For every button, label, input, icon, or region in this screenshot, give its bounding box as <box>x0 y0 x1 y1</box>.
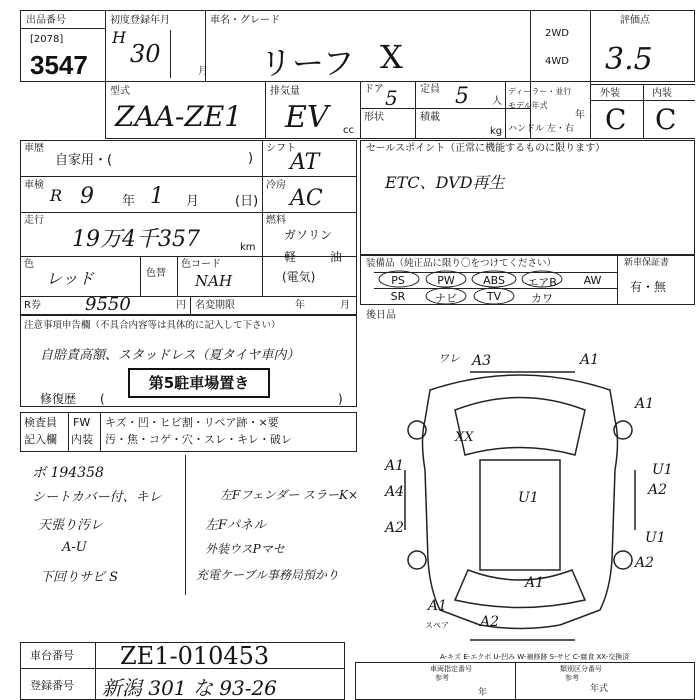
model-year-unit: 年 <box>575 110 585 121</box>
remark-right-1: 左Fフェンダー スラーK× <box>220 488 359 502</box>
remark-left-3: 天張り汚レ <box>38 518 104 533</box>
equipment-label: 装備品（純正品に限り〇をつけてください） <box>366 258 557 269</box>
equip-abs: ABS <box>483 274 505 287</box>
model-value: ZAA-ZE1 <box>115 100 243 133</box>
score-value: 3.5 <box>605 42 653 77</box>
equip-ps: PS <box>391 274 405 287</box>
drive-2wd: 2WD <box>545 28 569 39</box>
model-year-label: モデル年式 <box>508 101 548 110</box>
mark-a4: A4 <box>385 484 405 500</box>
warranty-value: 有・無 <box>630 280 667 294</box>
selling-section <box>360 140 695 255</box>
inspection-day-unit: (日) <box>235 194 259 209</box>
inspector-fw: FW <box>73 416 91 429</box>
equip-aw: AW <box>583 274 602 287</box>
inspector-label: 検査員 <box>24 416 57 429</box>
mark-a1-trunk: A1 <box>525 575 545 591</box>
mark-a3-top: A3 <box>472 353 492 369</box>
door-label: ドア <box>364 84 384 95</box>
parking-stamp: 第5駐車場置き <box>128 368 270 398</box>
fuel-electric: (電気) <box>282 270 316 284</box>
chassis-label: 車台番号 <box>30 649 74 662</box>
score-label: 評価点 <box>620 15 650 26</box>
spare-label: スペア <box>425 621 449 630</box>
exterior-label: 外装 <box>600 88 620 99</box>
car-grade: X <box>380 38 403 76</box>
remark-right-4: 充電ケーブル事務局預かり <box>196 568 339 582</box>
name-change-year: 年 <box>295 300 305 311</box>
plate-value: 新潟 301 な 93-26 <box>102 676 277 700</box>
selling-label: セールスポイント（正常に機能するものに限ります） <box>366 143 606 154</box>
footer-year-unit: 年 <box>478 688 488 698</box>
capacity-unit: 人 <box>492 96 502 107</box>
mark-a1-right: A1 <box>635 396 655 412</box>
mark-xx: XX <box>455 430 474 445</box>
shape-label: 形状 <box>364 112 384 123</box>
capacity-value: 5 <box>455 84 469 109</box>
mark-crack: ワレ <box>438 352 460 365</box>
history-label: 車歴 <box>24 143 44 154</box>
car-name: リーフ <box>260 44 355 82</box>
handle-label: ハンドル 左・右 <box>508 124 574 134</box>
interior-grade: C <box>655 103 677 136</box>
selling-value: ETC、DVD再生 <box>385 173 505 192</box>
repair-history-label: 修復歴 <box>40 392 77 406</box>
fuel-gasoline: ガソリン <box>284 228 333 242</box>
mark-a1-top: A1 <box>580 352 600 368</box>
fuel-oil: 油 <box>330 250 343 264</box>
mileage-unit: km <box>240 242 256 253</box>
drive-4wd: 4WD <box>545 56 569 67</box>
inspector-line1: キズ・凹・ヒビ割・リペア跡・×要 <box>105 416 279 429</box>
ref-class-sub: 参考 <box>565 674 579 682</box>
model-label: 型式 <box>110 86 130 97</box>
mark-a2-bottom: A2 <box>480 614 500 630</box>
remark-left-5: 下回りサビ S <box>40 570 119 585</box>
inspection-month: 1 <box>150 184 164 209</box>
shift-value: AT <box>290 150 320 175</box>
history-value: 自家用・( <box>55 153 113 168</box>
remark-left-1: ボ 194358 <box>32 465 104 481</box>
ref-vehicle-number: 車両指定番号 <box>430 665 472 673</box>
first-registration-label: 初度登録年月 <box>110 15 170 26</box>
inspection-era: R <box>50 186 63 205</box>
door-value: 5 <box>385 86 398 110</box>
remark-right-2: 左Fパネル <box>205 518 267 533</box>
registration-era: H <box>112 28 126 47</box>
mileage-value: 19万4千357 <box>72 227 200 252</box>
ac-label: 冷房 <box>266 180 286 191</box>
mark-a2-right: A2 <box>648 482 668 498</box>
reference-section <box>355 662 695 700</box>
exterior-grade: C <box>605 103 627 136</box>
chassis-value: ZE1-010453 <box>120 642 270 670</box>
lot-number: 3547 <box>30 50 88 80</box>
inspector-line2: 汚・焦・コゲ・穴・スレ・キレ・破レ <box>105 433 292 446</box>
mark-a2-left: A2 <box>385 520 405 536</box>
ref-vehicle-sub: 参考 <box>435 674 449 682</box>
lot-sub-code: [2078] <box>30 34 64 45</box>
interior-label: 内装 <box>652 88 672 99</box>
mark-a1-bottom: A1 <box>428 598 448 614</box>
warranty-label: 新車保証書 <box>624 258 670 268</box>
displacement-unit: cc <box>343 125 354 136</box>
inspection-month-unit: 月 <box>186 194 200 209</box>
load-label: 積載 <box>420 112 440 123</box>
ref-class-number: 類別区分番号 <box>560 665 602 673</box>
remark-left-4: A-U <box>62 540 87 555</box>
plate-label: 登録番号 <box>30 679 74 692</box>
recycle-value: 9550 <box>85 294 131 315</box>
mark-a1-left: A1 <box>385 458 405 474</box>
equip-sr: SR <box>390 290 406 303</box>
inspector-entry-label: 記入欄 <box>24 433 57 446</box>
mileage-label: 走行 <box>24 215 44 226</box>
color-label: 色 <box>24 259 34 270</box>
fuel-light: 軽 <box>284 250 297 264</box>
repair-open: ( <box>100 392 105 406</box>
name-change-label: 名変期限 <box>195 300 235 311</box>
inspection-year-unit: 年 <box>122 194 136 209</box>
fuel-label: 燃料 <box>266 215 286 226</box>
shift-label: シフト <box>266 143 296 154</box>
repair-close: ) <box>338 392 343 406</box>
car-name-label: 車名・グレード <box>210 15 280 26</box>
inspection-year: 9 <box>80 184 94 209</box>
notes-value: 自賠責高額、スタッドレス（夏タイヤ車内） <box>40 348 300 363</box>
remark-right-3: 外装ウスPマセ <box>205 542 285 556</box>
inspection-label: 車検 <box>24 180 44 191</box>
mark-u1-right: U1 <box>652 462 673 478</box>
history-close: ) <box>248 151 254 166</box>
recycle-label: R券 <box>24 300 41 311</box>
footer-model-year: 年式 <box>590 684 609 694</box>
equip-airbag: エアB <box>527 276 557 289</box>
damage-legend: A-キズ E-エクボ U-凹み W-補修跡 S-サビ C-腐食 XX-交換済 <box>440 653 630 661</box>
equip-tv: TV <box>486 290 502 303</box>
notes-label: 注意事項申告欄（不具合内容等は具体的に記入して下さい） <box>24 320 281 331</box>
lot-number-label: 出品番号 <box>26 15 66 26</box>
name-change-month: 月 <box>340 300 350 311</box>
registration-year: 30 <box>130 40 161 68</box>
color-value: レッド <box>46 269 94 288</box>
load-unit: kg <box>490 126 503 137</box>
color-code-label: 色コード <box>181 259 221 270</box>
dealer-label: ディーラー・並行 <box>508 87 572 96</box>
displacement-label: 排気量 <box>270 86 300 97</box>
ac-value: AC <box>290 186 323 211</box>
displacement-value: EV <box>285 100 329 135</box>
recycle-unit: 円 <box>176 300 186 311</box>
equip-leather: カワ <box>531 292 553 305</box>
inspector-interior: 内装 <box>71 433 93 446</box>
color-change-label: 色替 <box>146 268 166 279</box>
equip-pw: PW <box>437 274 455 287</box>
later-items-label: 後日品 <box>366 310 396 321</box>
mark-u1-roof: U1 <box>518 490 539 506</box>
remark-left-2: シートカバー付、キレ <box>32 490 162 505</box>
equip-navi: ナビ <box>435 292 457 305</box>
mark-a2-rear: A2 <box>635 555 655 571</box>
color-code: NAH <box>195 272 233 290</box>
capacity-label: 定員 <box>420 84 440 95</box>
mark-u1-rear: U1 <box>645 530 666 546</box>
registration-month-unit: 月 <box>198 66 208 77</box>
